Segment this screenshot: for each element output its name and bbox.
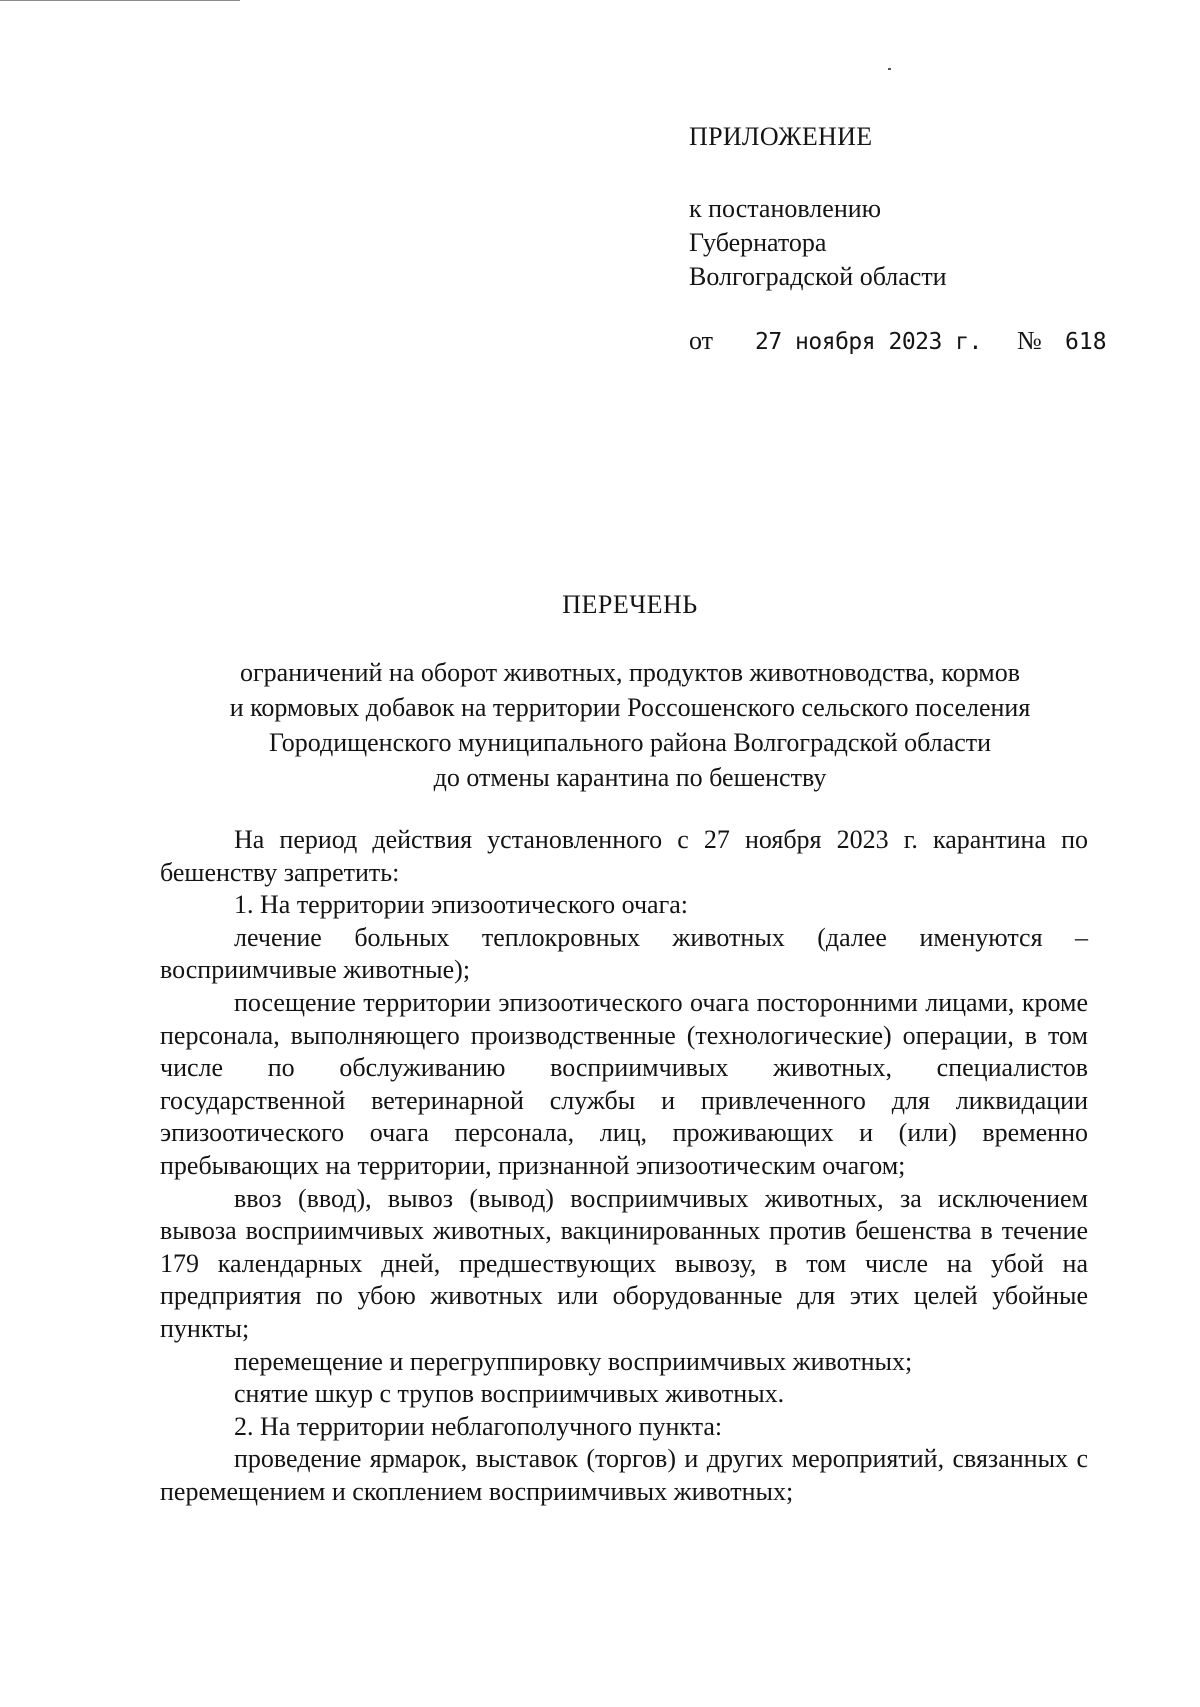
- subtitle-line: до отмены карантина по бешенству: [433, 763, 827, 792]
- body-paragraph: посещение территории эпизоотического очага посторонними лицами, кроме персонала, выполняющего производственные (технологические) операции, в том числе по обслуживанию восприимчивых животных, специалистов государственной ветеринарной службы и привлеченного для ликвидации эпизоотического очага персонала, лиц, проживающих и (или) временно пребывающих на территории, признанной эпизоотическим очагом;: [160, 987, 1088, 1180]
- appendix-reference-line: Волгоградской области: [689, 262, 947, 291]
- body-paragraph: перемещение и перегруппировку восприимчивых животных;: [234, 1346, 913, 1376]
- number-sign: №: [1017, 326, 1042, 355]
- document-body: [160, 824, 1088, 1508]
- section-heading-2: 2. На территории неблагополучного пункта:: [234, 1411, 723, 1441]
- scan-speck: [888, 68, 891, 70]
- scan-edge-line: [0, 0, 240, 1]
- appendix-reference-line: к постановлению: [689, 194, 882, 223]
- date-from-label: от: [689, 326, 714, 355]
- document-subtitle: [160, 655, 1100, 795]
- appendix-title: ПРИЛОЖЕНИЕ: [689, 122, 873, 151]
- document-title: ПЕРЕЧЕНЬ: [562, 590, 698, 619]
- body-paragraph: ввоз (ввод), вывоз (вывод) восприимчивых животных, за исключением вывоза восприимчивых животных, вакцинированных против бешенства в течение 179 календарных дней, предшествующих вывозу, в том числе на убой на предприятия по убою животных или оборудованные для этих целей убойные пункты;: [160, 1183, 1088, 1343]
- body-paragraph: снятие шкур с трупов восприимчивых животных.: [234, 1379, 785, 1409]
- subtitle-line: ограничений на оборот животных, продуктов животноводства, кормов: [240, 658, 1020, 687]
- body-paragraph: проведение ярмарок, выставок (торгов) и других мероприятий, связанных с перемещением и скоплением восприимчивых животных;: [160, 1444, 1088, 1506]
- subtitle-line: Городищенского муниципального района Волгоградской области: [268, 728, 992, 757]
- appendix-date-line: [689, 324, 1129, 359]
- appendix-reference: [689, 192, 1129, 294]
- decree-number: 618: [1065, 329, 1107, 355]
- body-paragraph: лечение больных теплокровных животных (далее именуются – восприимчивые животные);: [160, 922, 1088, 985]
- subtitle-line: и кормовых добавок на территории Россошенского сельского поселения: [229, 693, 1031, 722]
- section-heading-1: 1. На территории эпизоотического очага:: [234, 890, 689, 920]
- decree-date: 27 ноября 2023 г.: [755, 329, 982, 355]
- appendix-reference-line: Губернатора: [689, 228, 827, 257]
- appendix-header: [689, 120, 1129, 359]
- body-paragraph: На период действия установленного с 27 ноября 2023 г. карантина по бешенству запретить:: [160, 825, 1088, 887]
